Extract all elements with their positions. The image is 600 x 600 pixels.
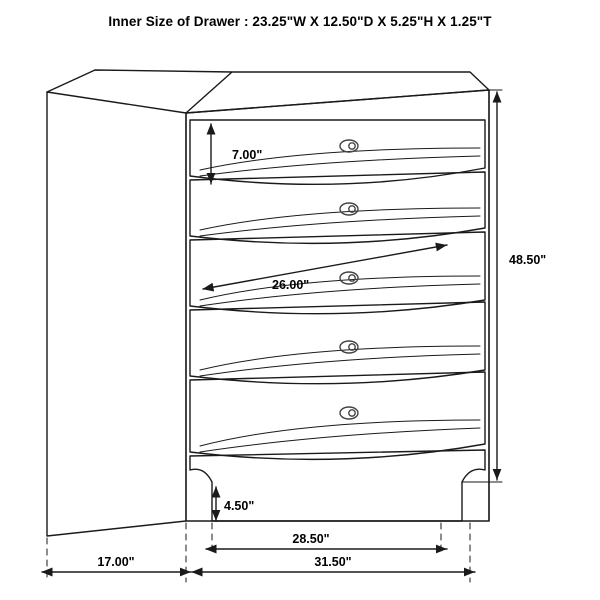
label-total-height: 48.50" [509,253,547,267]
dimension-total-height [462,90,502,482]
drawer-fronts [190,120,485,459]
label-overall-width: 31.50" [314,555,352,569]
dimension-drawer-width [203,245,447,289]
handle-icon [340,341,358,353]
drawer-handles [340,140,358,419]
handle-icon [340,407,358,419]
dimension-labels [97,148,546,569]
label-drawer-height: 7.00" [232,148,263,162]
label-front-width: 28.50" [292,532,330,546]
extension-lines [47,523,470,582]
page-title: Inner Size of Drawer : 23.25"W X 12.50"D X 5.25"H X 1.25"T [108,14,492,29]
handle-icon [340,272,358,284]
handle-icon [340,140,358,152]
label-drawer-width: 26.00" [272,278,310,292]
handle-icon [340,203,358,215]
label-depth: 17.00" [97,555,135,569]
label-base-height: 4.50" [224,499,255,513]
